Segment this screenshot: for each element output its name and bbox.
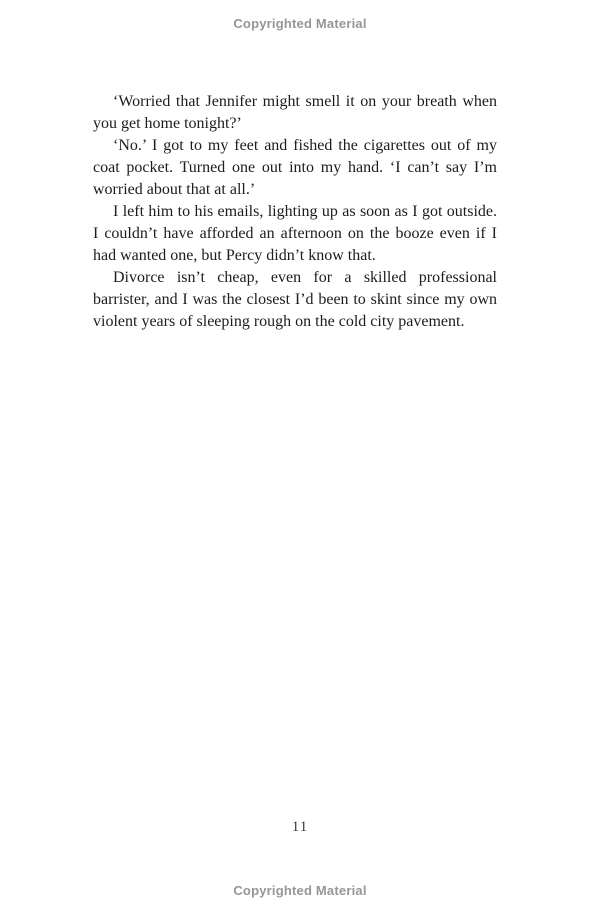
paragraph: ‘Worried that Jennifer might smell it on your breath when you get home tonight?’: [93, 93, 497, 132]
page-text: [93, 91, 497, 333]
copyright-notice-top: Copyrighted Material: [233, 16, 367, 31]
paragraph: Divorce isn’t cheap, even for a skilled professional barrister, and I was the closest I’d been to skint since my own violent years of sleeping rough on the cold city pavement.: [93, 269, 497, 330]
paragraph: I left him to his emails, lighting up as soon as I got outside. I couldn’t have afforded an afternoon on the booze even if I had wanted one, but Percy didn’t know that.: [93, 203, 497, 264]
page-number: 11: [291, 819, 309, 835]
paragraph: ‘No.’ I got to my feet and fished the cigarettes out of my coat pocket. Turned one out into my hand. ‘I can’t say I’m worried about that at all.’: [93, 137, 497, 198]
copyright-notice-bottom: Copyrighted Material: [233, 883, 367, 898]
